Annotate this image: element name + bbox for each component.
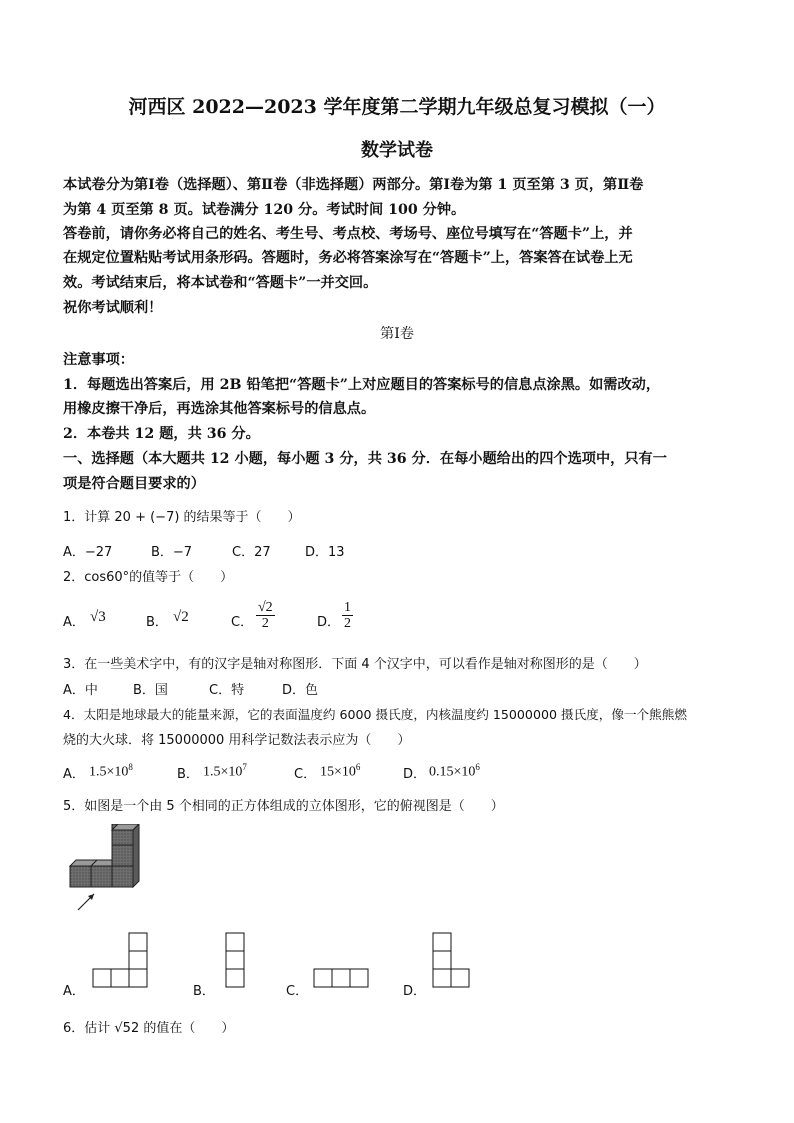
intro-line-4: 在规定位置粘贴考试用条形码。答题时，务必将答案涂写在“答题卡”上，答案答在试卷上无	[63, 250, 633, 266]
q1-stem: 1．计算 20 + (−7) 的结果等于（ ）	[63, 510, 301, 525]
q2-option-d-label: D．	[317, 615, 341, 630]
q2-option-b-label: B．	[146, 615, 168, 630]
q3-option-d: D．色	[282, 683, 319, 698]
exam-title: 河西区 2022—2023 学年度第二学期九年级总复习模拟（一）	[128, 96, 666, 118]
q2-option-b-value: √2	[173, 609, 189, 625]
q4-option-b-exponent: 7	[242, 762, 247, 772]
q2-option-d-numerator: 1	[344, 600, 351, 615]
q1-option-b: B．−7	[151, 545, 193, 560]
q2-option-a-value: √3	[90, 609, 106, 625]
q5-option-b-figure	[225, 932, 247, 988]
q2-option-c-label: C．	[231, 615, 254, 630]
intro-line-3: 答卷前，请你务必将自己的姓名、考生号、考点校、考场号、座位号填写在“答题卡”上，并	[63, 226, 633, 242]
q3-option-b: B．国	[133, 683, 168, 698]
intro-line-6: 祝你考试顺利！	[63, 300, 163, 316]
q5-option-d-figure	[432, 932, 472, 988]
q5-option-a-figure	[92, 932, 152, 988]
q5-stem: 5．如图是一个由 5 个相同的正方体组成的立体图形，它的俯视图是（ ）	[63, 799, 504, 814]
q4-option-c-label: C．	[294, 767, 317, 782]
q3-option-a: A．中	[63, 683, 98, 698]
q5-option-b-label: B．	[193, 984, 215, 999]
q2-stem: 2．cos60°的值等于（ ）	[63, 570, 234, 585]
q5-option-c-label: C．	[286, 984, 309, 999]
q4-option-b-mantissa: 1.5×10	[203, 764, 243, 780]
q4-option-d-exponent: 6	[475, 762, 480, 772]
q3-stem: 3．在一些美术字中，有的汉字是轴对称图形．下面 4 个汉字中，可以看作是轴对称图形的是（ ）	[63, 657, 647, 672]
part-1-heading-a: 一、选择题（本大题共 12 小题，每小题 3 分，共 36 分．在每小题给出的四个选项中，只有一	[63, 451, 667, 467]
q3-option-c: C．特	[209, 683, 245, 698]
notes-heading: 注意事项：	[63, 352, 134, 368]
q1-option-c: C．27	[232, 545, 271, 560]
q5-option-d-label: D．	[403, 984, 427, 999]
q2-option-c-numerator: √2	[258, 600, 273, 615]
q4-option-a-label: A．	[63, 767, 85, 782]
q2-option-a-label: A．	[63, 615, 85, 630]
q5-option-c-figure	[313, 967, 371, 989]
q4-option-c-exponent: 6	[355, 762, 361, 772]
q4-option-a-exponent: 8	[128, 762, 133, 772]
q4-option-a-value	[89, 762, 133, 781]
q2-option-c-denominator: 2	[261, 616, 269, 631]
q4-option-d-label: D．	[403, 767, 427, 782]
q4-stem-b: 烧的大火球．将 15000000 用科学记数法表示应为（ ）	[63, 733, 411, 748]
exam-subtitle: 数学试卷	[361, 140, 433, 161]
q4-option-c-value	[320, 762, 360, 781]
intro-line-1: 本试卷分为第Ⅰ卷（选择题）、第Ⅱ卷（非选择题）两部分。第Ⅰ卷为第 1 页至第 3 页，第Ⅱ卷	[63, 177, 644, 193]
cube-figure	[64, 824, 144, 914]
q1-option-d: D．13	[305, 545, 345, 560]
q4-option-b-label: B．	[177, 767, 199, 782]
q4-stem-a: 4．太阳是地球最大的能量来源，它的表面温度约 6000 摄氏度，内核温度约 15000000 摄氏度，像一个熊熊燃	[63, 707, 687, 722]
q4-option-d-value	[429, 762, 480, 781]
note-2: 2．本卷共 12 题，共 36 分。	[63, 426, 260, 442]
note-1-line-b: 用橡皮擦干净后，再选涂其他答案标号的信息点。	[63, 401, 376, 417]
q6-stem: 6．估计 √52 的值在（ ）	[63, 1021, 235, 1036]
q4-option-b-value	[203, 762, 247, 781]
q2-option-d-denominator: 2	[344, 616, 351, 631]
q2-option-c-fraction	[256, 600, 275, 632]
q4-option-c-mantissa: 15×10	[320, 764, 356, 780]
note-1-line-a: 1．每题选出答案后，用 2B 铅笔把“答题卡”上对应题目的答案标号的信息点涂黑。如需改动，	[63, 377, 661, 393]
section-title: 第Ⅰ卷	[380, 326, 414, 342]
q4-option-a-mantissa: 1.5×10	[89, 764, 129, 780]
intro-line-2: 为第 4 页至第 8 页。试卷满分 120 分。考试时间 100 分钟。	[63, 202, 466, 218]
intro-line-5: 效。考试结束后，将本试卷和“答题卡”一并交回。	[63, 275, 378, 291]
q5-option-a-label: A．	[63, 984, 85, 999]
part-1-heading-b: 项是符合题目要求的）	[63, 476, 205, 492]
q2-option-d-fraction	[342, 600, 353, 632]
q1-option-a: A．−27	[63, 545, 113, 560]
q4-option-d-mantissa: 0.15×10	[429, 764, 476, 780]
